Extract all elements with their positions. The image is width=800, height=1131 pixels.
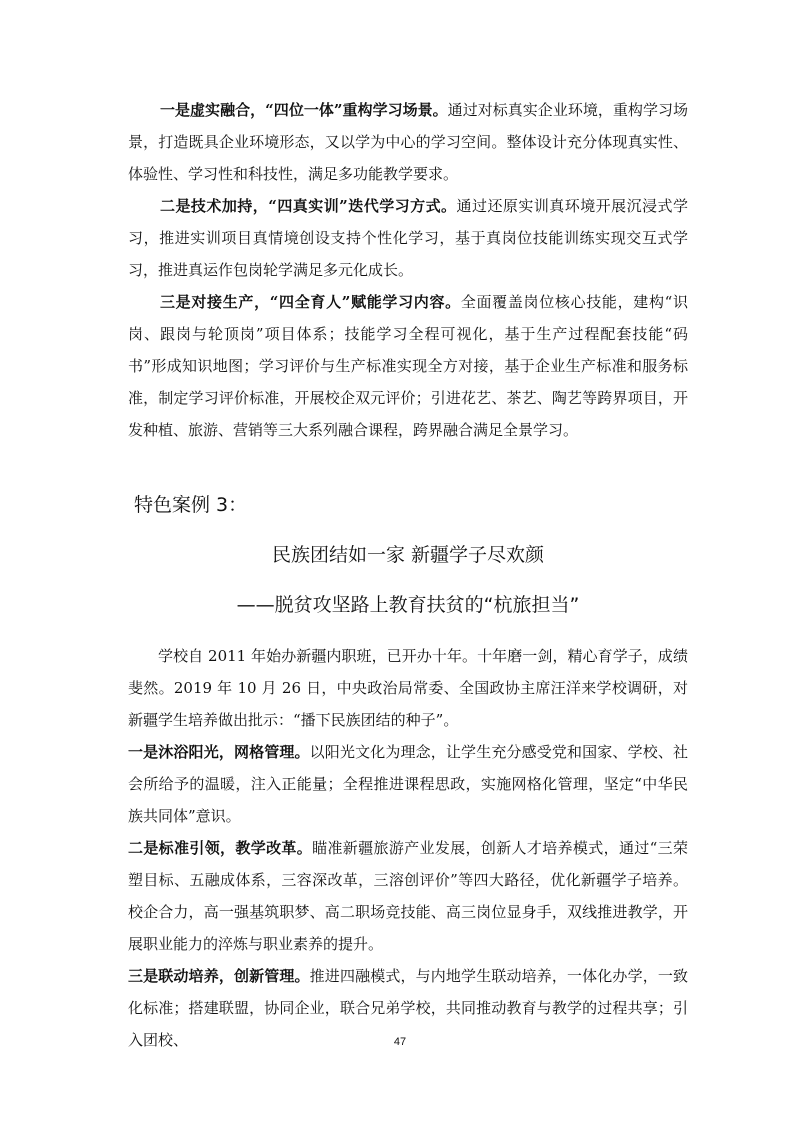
paragraph-technology-support <box>128 190 688 286</box>
paragraph-lead: 一是虚实融合，“四位一体”重构学习场景。 <box>160 101 448 119</box>
paragraph-body: 通过对标真实企业环境，重构学习场景，打造既具企业环境形态，又以学为中心的学习空间。整体设计充分体现真实性、体验性、学习性和科技性，满足多功能教学要求。 <box>128 101 688 183</box>
paragraph-lead: 二是标准引领，教学改革。 <box>128 839 313 857</box>
paragraph-lead: 三是联动培养，创新管理。 <box>128 967 310 985</box>
paragraph-lead: 一是沐浴阳光，网格管理。 <box>128 743 310 761</box>
case-subtitle: ——脱贫攻坚路上教育扶贫的“杭旅担当” <box>236 594 580 616</box>
paragraph-body: 瞄准新疆旅游产业发展，创新人才培养模式，通过“三荣塑目标、五融成体系，三容深改革，三溶创评价”等四大路径，优化新疆学子培养。校企合力，高一强基筑职梦、高二职场竞技能、高三岗位显身手，双线推进教学，开展职业能力的淬炼与职业素养的提升。 <box>128 839 688 953</box>
paragraph-sunshine-management <box>128 736 688 832</box>
paragraph-case-intro <box>128 640 688 736</box>
paragraph-lead: 三是对接生产，“四全育人”赋能学习内容。 <box>160 293 461 311</box>
paragraph-body: 以阳光文化为理念，让学生充分感受党和国家、学校、社会所给予的温暖，注入正能量；全程推进课程思政，实施网格化管理，坚定“中华民族共同体”意识。 <box>128 743 688 825</box>
paragraph-lead: 二是技术加持，“四真实训”迭代学习方式。 <box>160 197 457 215</box>
paragraph-standard-guidance <box>128 832 688 960</box>
case-title: 民族团结如一家 新疆学子尽欢颜 <box>271 544 545 566</box>
paragraph-body: 推进四融模式，与内地学生联动培养，一体化办学，一致化标准；搭建联盟，协同企业，联合兄弟学校，共同推动教育与教学的过程共享；引入团校、 <box>128 967 688 1049</box>
paragraph-body: 通过还原实训真环境开展沉浸式学习，推进实训项目真情境创设支持个性化学习，基于真岗位技能训练实现交互式学习，推进真运作包岗轮学满足多元化成长。 <box>128 197 688 279</box>
page-number: 47 <box>393 1036 407 1048</box>
paragraph-production-docking <box>128 286 688 446</box>
paragraph-body: 全面覆盖岗位核心技能，建构“识岗、跟岗与轮顶岗”项目体系；技能学习全程可视化，基于生产过程配套技能“码书”形成知识地图；学习评价与生产标准实现全方对接，基于企业生产标准和服务标准，制定学习评价标准，开展校企双元评价；引进花艺、茶艺、陶艺等跨界项目，开发种植、旅游、营销等三大系列融合课程，跨界融合满足全景学习。 <box>128 293 688 439</box>
case-label: 特色案例 3： <box>134 494 248 516</box>
paragraph-virtual-real-fusion <box>128 94 688 190</box>
paragraph-body: 学校自 2011 年始办新疆内职班，已开办十年。十年磨一剑，精心育学子，成绩斐然。2019 年 10 月 26 日，中央政治局常委、全国政协主席汪洋来学校调研，对新疆学生培养做出批示：“播下民族团结的种子”。 <box>128 647 688 729</box>
